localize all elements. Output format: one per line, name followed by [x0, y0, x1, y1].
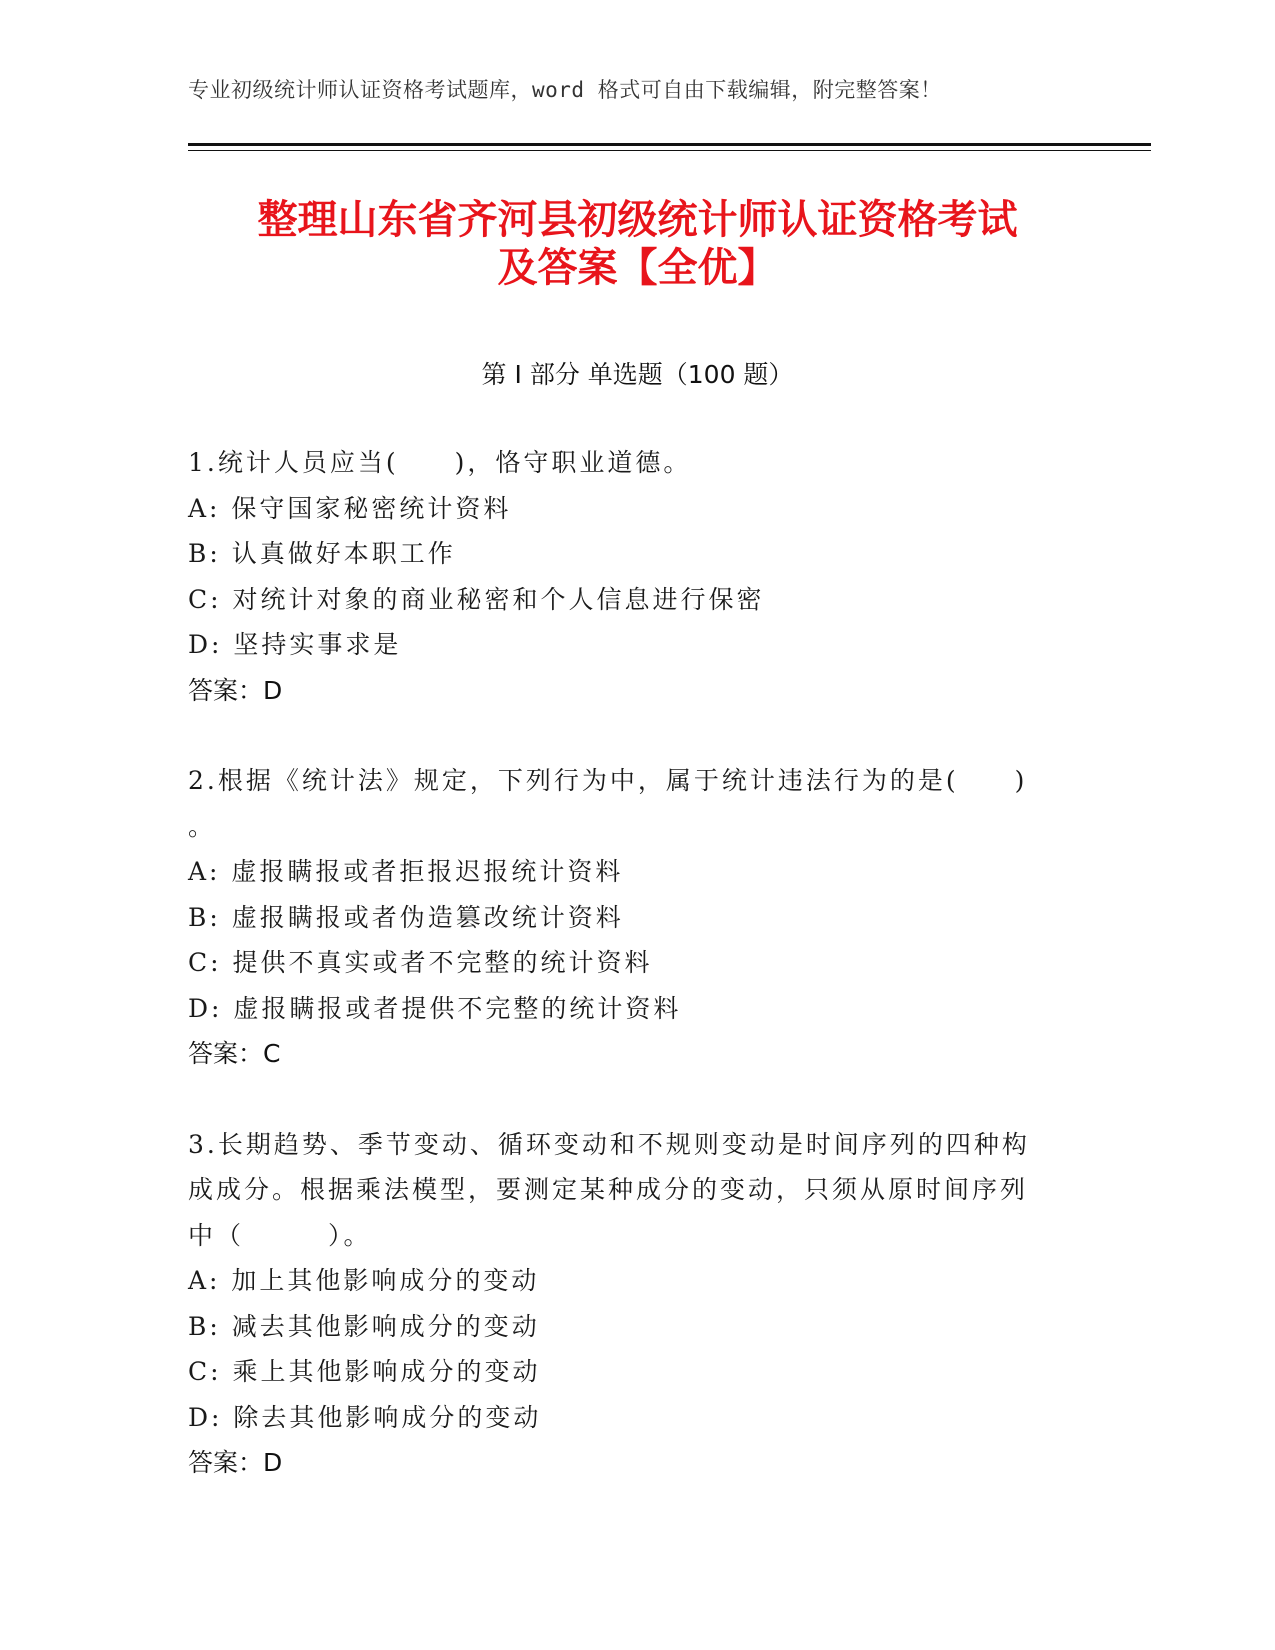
option-c: C: 对统计对象的商业秘密和个人信息进行保密 [188, 584, 765, 614]
question-stem: 1.统计人员应当( )，恪守职业道德。 [188, 448, 692, 477]
option-a: A: 加上其他影响成分的变动 [188, 1266, 540, 1295]
option-b: B: 认真做好本职工作 [188, 539, 456, 568]
question-3 [188, 1122, 1058, 1486]
question-stem: 3.长期趋势、季节变动、循环变动和不规则变动是时间序列的四种构 [188, 1129, 1030, 1159]
question-list [188, 440, 1058, 1531]
option-a: A: 保守国家秘密统计资料 [188, 493, 512, 523]
question-stem-continued: 。 [188, 811, 217, 841]
header-rule-thick [188, 143, 1151, 146]
answer: 答案：D [188, 675, 283, 705]
option-b: B: 减去其他影响成分的变动 [188, 1311, 540, 1341]
question-stem-continued: 成成分。根据乘法模型，要测定某种成分的变动，只须从原时间序列 [188, 1175, 1029, 1204]
document-title [150, 196, 1125, 292]
question-stem-continued: 中（ ）。 [188, 1220, 372, 1250]
question-2 [188, 758, 1058, 1077]
option-d: D: 坚持实事求是 [188, 630, 402, 659]
option-c: C: 提供不真实或者不完整的统计资料 [188, 948, 653, 977]
option-a: A: 虚报瞒报或者拒报迟报统计资料 [188, 857, 624, 886]
running-header: 专业初级统计师认证资格考试题库，word 格式可自由下载编辑，附完整答案！ [188, 78, 942, 102]
question-1 [188, 440, 1058, 713]
question-stem: 2.根据《统计法》规定，下列行为中，属于统计违法行为的是( ) [188, 766, 1028, 795]
option-c: C: 乘上其他影响成分的变动 [188, 1357, 541, 1386]
header-rule-thin [188, 150, 1151, 151]
option-b: B: 虚报瞒报或者伪造篡改统计资料 [188, 902, 624, 932]
answer: 答案：C [188, 1039, 281, 1068]
option-d: D: 除去其他影响成分的变动 [188, 1402, 542, 1432]
answer: 答案：D [188, 1448, 283, 1477]
title-line-2: 及答案【全优】 [497, 245, 778, 291]
section-title: 第 I 部分 单选题（100 题） [481, 360, 794, 389]
option-d: D: 虚报瞒报或者提供不完整的统计资料 [188, 993, 682, 1023]
title-line-1: 整理山东省齐河县初级统计师认证资格考试 [257, 197, 1018, 243]
